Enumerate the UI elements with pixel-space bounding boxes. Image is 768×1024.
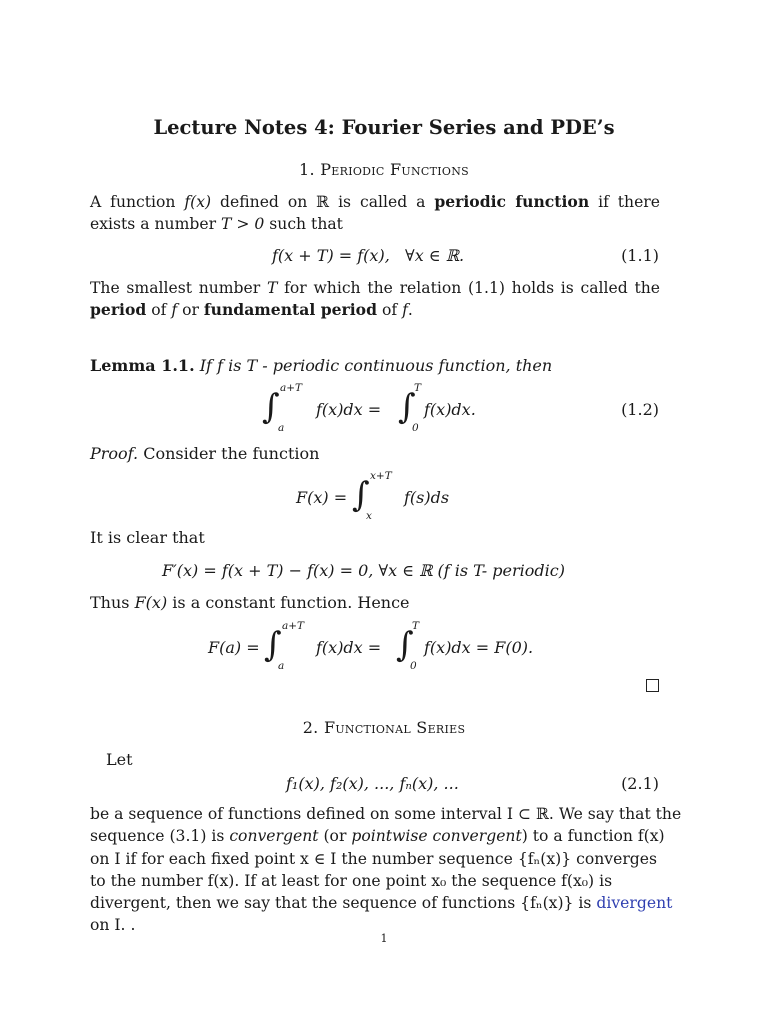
- lemma-label: Lemma 1.1.: [90, 356, 195, 375]
- paragraph-convergence: be a sequence of functions defined on some interval I ⊂ ℝ. We say that the sequence (3.1) is convergent (or pointwise convergent) to a function f(x) on I if for each fixed point x ∈ I the number sequence {fₙ(x)} converges to the number f(x). If at least for one point x₀ the sequence f(x₀) is divergent, then we say that the sequence of functions {fₙ(x)} is divergent on I. .: [90, 805, 682, 935]
- text-it-is-clear: It is clear that: [90, 528, 205, 547]
- proof-label: Proof.: [90, 444, 139, 463]
- integral-sign: ∫: [264, 625, 282, 665]
- paragraph-period-definition: The smallest number T for which the relation (1.1) holds is called the period of f or fundamental period of f.: [90, 279, 661, 320]
- equation-F-a: F(a) = ∫ a+T a f(x)dx = ∫ T 0 f(x)dx = F(0).: [208, 620, 534, 672]
- integral-sign: ∫: [352, 475, 370, 515]
- page-number: 1: [380, 932, 388, 945]
- equation-F-definition: F(x) = ∫ x+T x f(s)ds: [296, 470, 450, 522]
- equation-number-1-1: (1.1): [621, 246, 659, 265]
- section-heading-functional-series: 2. Functional Series: [302, 718, 466, 737]
- equation-2-1: f₁(x), f₂(x), ..., fₙ(x), ...: [286, 774, 459, 793]
- equation-number-1-2: (1.2): [621, 400, 659, 419]
- text-thus-constant: Thus F(x) is a constant function. Hence: [90, 593, 410, 612]
- lemma-statement: Lemma 1.1. If f is T - periodic continuous function, then: [90, 356, 553, 375]
- proof-intro: Proof. Consider the function: [90, 444, 320, 463]
- link-divergent[interactable]: divergent: [596, 894, 673, 913]
- paper-title: Lecture Notes 4: Fourier Series and PDE’s: [153, 116, 615, 139]
- text-let: Let: [106, 750, 133, 769]
- equation-1-2: ∫ a+T a f(x)dx = ∫ T 0 f(x)dx.: [262, 382, 476, 434]
- paragraph-periodic-definition: A function f(x) defined on ℝ is called a periodic function if there exists a number T > 0 such that: [90, 192, 660, 234]
- integral-sign: ∫: [398, 387, 416, 427]
- equation-number-2-1: (2.1): [621, 774, 659, 793]
- equation-1-1: f(x + T) = f(x), ∀x ∈ ℝ.: [272, 246, 465, 265]
- integral-sign: ∫: [262, 387, 280, 427]
- section-heading-periodic-functions: 1. Periodic Functions: [298, 160, 470, 179]
- integral-sign: ∫: [396, 625, 414, 665]
- equation-derivative: F′(x) = f(x + T) − f(x) = 0, ∀x ∈ ℝ (f is T- periodic): [162, 561, 565, 580]
- qed-symbol: [646, 679, 659, 692]
